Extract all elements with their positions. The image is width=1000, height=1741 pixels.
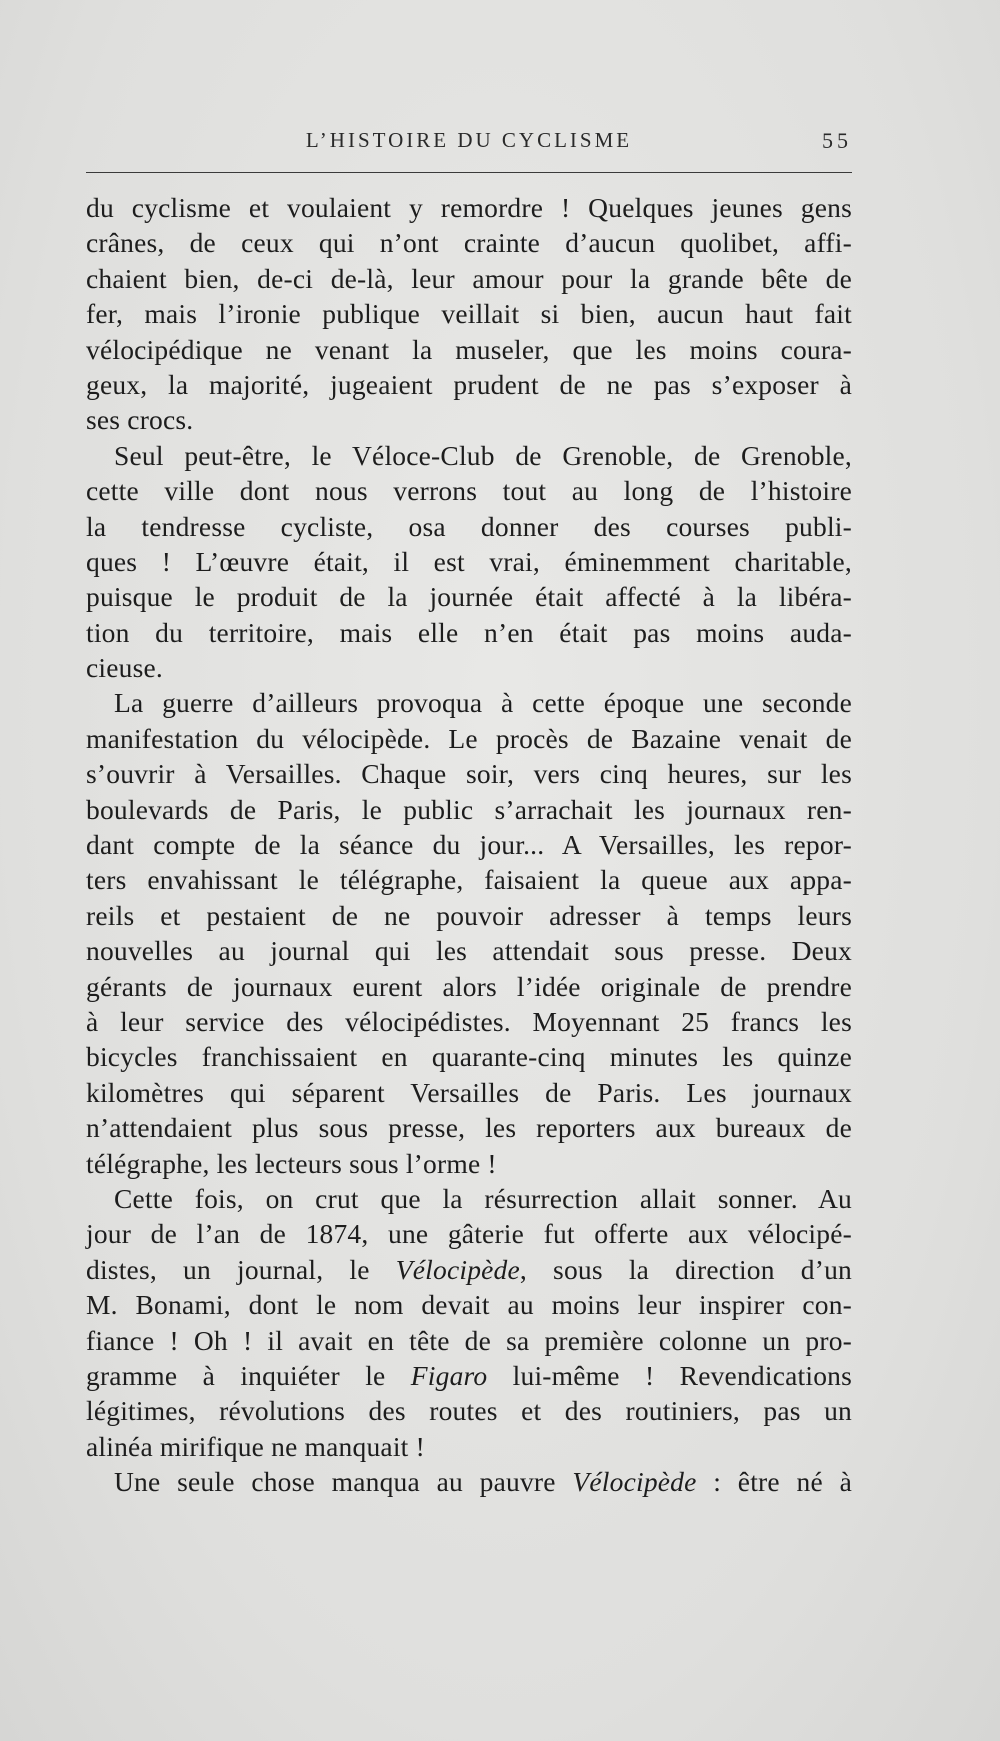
text-line: nouvelles au journal qui les attendait sous presse. Deux [86,935,852,967]
text-line: jour de l’an de 1874, une gâterie fut offerte aux vélocipé- [86,1218,852,1250]
running-head [86,128,852,158]
text-run: gramme à inquiéter le [86,1359,411,1391]
text-line: geux, la majorité, jugeaient prudent de ne pas s’exposer à [86,368,852,400]
text-line: fer, mais l’ironie publique veillait si bien, aucun haut fait [86,298,852,330]
italic-title: Vélocipède [572,1466,697,1498]
text-line: chaient bien, de-ci de-là, leur amour pour la grande bête de [86,262,852,294]
text-line: dant compte de la séance du jour... A Versailles, les repor- [86,829,852,861]
text-line: ses crocs. [86,404,194,436]
text-line: ques ! L’œuvre était, il est vrai, éminemment charitable, [86,545,852,577]
running-head-title: L’HISTOIRE DU CYCLISME [305,128,633,152]
paragraph-start-line: Cette fois, on crut que la résurrection allait sonner. Au [114,1182,852,1214]
text-line: puisque le produit de la journée était affecté à la libéra- [86,581,852,613]
text-line: kilomètres qui séparent Versailles de Paris. Les journaux [86,1076,852,1108]
text-line: crânes, de ceux qui n’ont crainte d’aucun quolibet, affi- [86,227,852,259]
text-line: du cyclisme et voulaient y remordre ! Quelques jeunes gens [86,192,852,223]
text-line: s’ouvrir à Versailles. Chaque soir, vers cinq heures, sur les [86,758,852,790]
text-line: télégraphe, les lecteurs sous l’orme ! [86,1147,497,1179]
text-line: à leur service des vélocipédistes. Moyennant 25 francs les [86,1005,852,1037]
text-run: : être né à [696,1466,852,1498]
text-run: distes, un journal, le [86,1253,396,1285]
italic-title: Figaro [410,1359,488,1391]
italic-title: Vélocipède [395,1253,520,1285]
header-rule [86,172,852,173]
text-line: tion du territoire, mais elle n’en était pas moins auda- [86,616,852,648]
paragraph-start-line: La guerre d’ailleurs provoqua à cette époque une seconde [114,687,852,719]
text-line: gérants de journaux eurent alors l’idée originale de prendre [86,970,852,1002]
text-run: lui-même ! Revendications [487,1359,852,1391]
text-line: bicycles franchissaient en quarante-cinq minutes les quinze [86,1041,852,1073]
paragraph-start-line: Seul peut-être, le Véloce-Club de Grenoble, de Grenoble, [114,439,852,471]
text-line: manifestation du vélocipède. Le procès de Bazaine venait de [86,722,852,754]
paragraph-start-line [86,1464,852,1499]
text-run: Une seule chose manqua au pauvre [114,1466,573,1498]
text-line: ters envahissant le télégraphe, faisaient la queue aux appa- [86,864,852,896]
text-line: reils et pestaient de ne pouvoir adresser à temps leurs [86,899,852,931]
text-line: boulevards de Paris, le public s’arrachait les journaux ren- [86,793,852,825]
text-line: alinéa mirifique ne manquait ! [86,1430,425,1462]
text-line: cieuse. [86,652,163,684]
text-line [86,1358,852,1393]
text-line [86,1252,852,1287]
text-line: n’attendaient plus sous presse, les reporters aux bureaux de [86,1112,852,1144]
text-line: M. Bonami, dont le nom devait au moins leur inspirer con- [86,1289,852,1321]
text-line: cette ville dont nous verrons tout au long de l’histoire [86,475,852,507]
page-number: 55 [822,128,852,153]
text-line: fiance ! Oh ! il avait en tête de sa première colonne un pro- [86,1324,852,1356]
body-text [86,190,852,1499]
text-line: vélocipédique ne venant la museler, que les moins coura- [86,333,852,365]
text-line: la tendresse cycliste, osa donner des courses publi- [86,510,852,542]
text-line: légitimes, révolutions des routes et des routiniers, pas un [86,1395,852,1427]
text-run: , sous la direction d’un [519,1253,852,1285]
